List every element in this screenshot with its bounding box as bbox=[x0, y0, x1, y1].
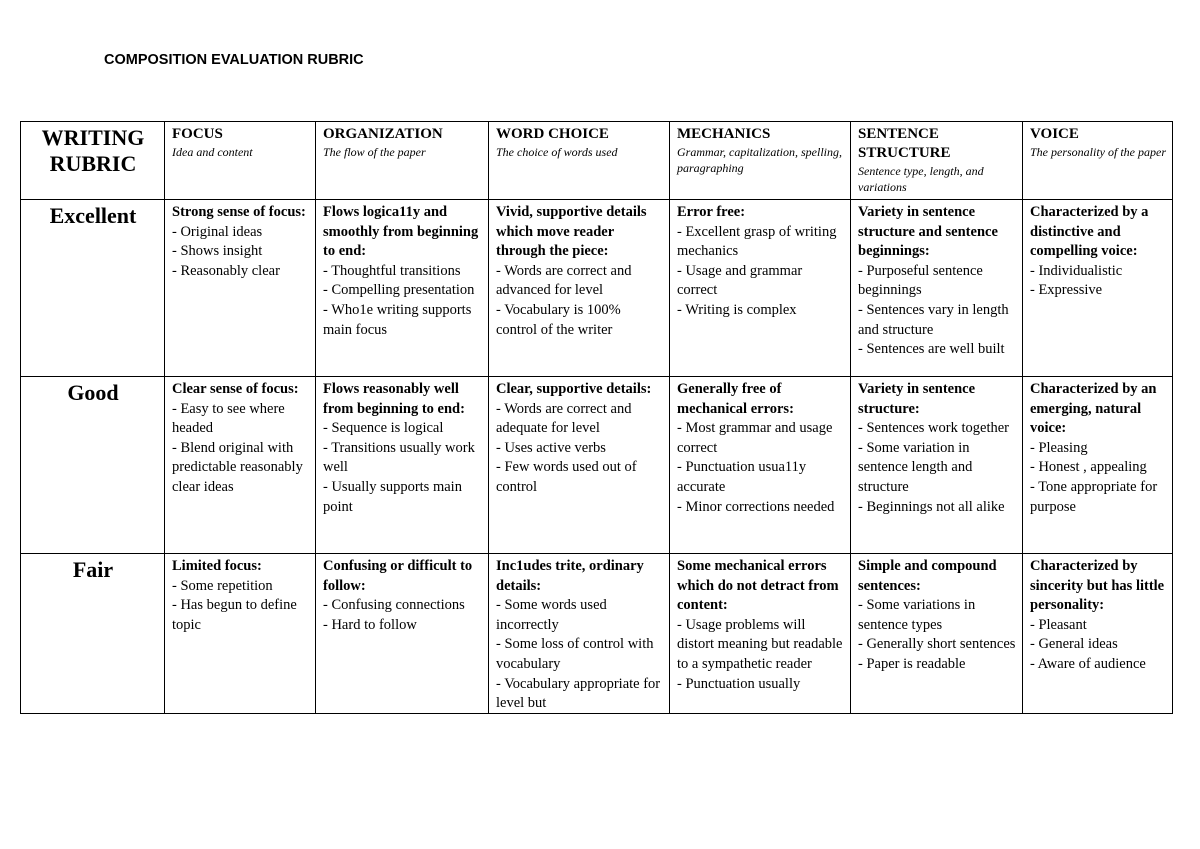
corner-line-2: RUBRIC bbox=[49, 151, 137, 176]
criterion-heading: Inc1udes trite, ordinary details: bbox=[496, 558, 644, 594]
criterion-item: - Words are correct and adequate for level bbox=[496, 400, 632, 437]
criterion-heading: Flows logica11y and smoothly from beginning to end: bbox=[323, 204, 479, 260]
criterion-item: - Sentences are well built bbox=[858, 341, 1005, 358]
criterion-item: - Some repetition bbox=[172, 577, 273, 594]
rubric-cell-focus bbox=[165, 554, 316, 714]
corner-line-1: WRITING bbox=[41, 125, 145, 150]
criterion-heading: Clear sense of focus: bbox=[172, 381, 299, 397]
rubric-cell-organization bbox=[316, 377, 489, 554]
cell-content bbox=[858, 557, 1016, 675]
criterion-item: - Vocabulary is 100% control of the writer bbox=[496, 301, 621, 338]
column-header-sentence-structure bbox=[851, 122, 1023, 200]
criterion-item: - Usage and grammar correct bbox=[677, 262, 803, 299]
criterion-item: - Some variation in sentence length and structure bbox=[858, 439, 973, 495]
criterion-heading: Flows reasonably well from beginning to end: bbox=[323, 381, 465, 417]
criterion-item: - Usually supports main point bbox=[323, 478, 462, 515]
rubric-row-excellent bbox=[21, 200, 1173, 377]
criterion-heading: Confusing or difficult to follow: bbox=[323, 558, 473, 594]
level-label: Excellent bbox=[21, 200, 165, 377]
column-subtitle: The personality of the paper bbox=[1030, 145, 1166, 159]
criterion-item: - Sentences vary in length and structure bbox=[858, 301, 1009, 338]
criterion-item: - Few words used out of control bbox=[496, 459, 637, 495]
criterion-heading: Limited focus: bbox=[172, 558, 262, 574]
criterion-heading: Characterized by a distinctive and compelling voice: bbox=[1030, 204, 1149, 260]
criterion-item: - Honest , appealing bbox=[1030, 459, 1147, 476]
criterion-heading: Strong sense of focus: bbox=[172, 204, 306, 220]
criterion-item: - Beginnings not all alike bbox=[858, 498, 1005, 515]
column-header-focus bbox=[165, 122, 316, 200]
criterion-item: - Generally short sentences bbox=[858, 636, 1016, 653]
rubric-cell-mechanics bbox=[670, 377, 851, 554]
rubric-cell-sentence-structure bbox=[851, 554, 1023, 714]
criterion-heading: Characterized by an emerging, natural voice: bbox=[1030, 381, 1157, 437]
criterion-item: - Reasonably clear bbox=[172, 262, 280, 279]
rubric-cell-voice bbox=[1023, 377, 1173, 554]
criterion-heading: Simple and compound sentences: bbox=[858, 558, 997, 594]
criterion-item: - Minor corrections needed bbox=[677, 498, 835, 515]
cell-content bbox=[496, 203, 663, 340]
column-title: SENTENCE STRUCTURE bbox=[858, 126, 951, 161]
criterion-item: - Shows insight bbox=[172, 243, 263, 260]
criterion-item: - Thoughtful transitions bbox=[323, 262, 461, 279]
criterion-item: - Uses active verbs bbox=[496, 439, 606, 456]
criterion-item: - Most grammar and usage correct bbox=[677, 420, 833, 456]
criterion-item: - Hard to follow bbox=[323, 616, 417, 633]
rubric-cell-word-choice bbox=[489, 200, 670, 377]
column-header-voice bbox=[1023, 122, 1173, 200]
criterion-heading: Characterized by sincerity but has little personality: bbox=[1030, 558, 1165, 614]
level-label: Fair bbox=[21, 554, 165, 714]
criterion-item: - Pleasant bbox=[1030, 616, 1087, 633]
cell-content bbox=[172, 203, 309, 281]
cell-content bbox=[496, 557, 663, 713]
criterion-item: - Some variations in sentence types bbox=[858, 597, 976, 633]
column-title: MECHANICS bbox=[677, 126, 771, 142]
criterion-item: - Words are correct and advanced for level bbox=[496, 262, 632, 299]
cell-content bbox=[1030, 557, 1166, 675]
cell-content bbox=[323, 557, 482, 635]
criterion-heading: Variety in sentence structure and sentence beginnings: bbox=[858, 204, 998, 260]
criterion-item: - Has begun to define topic bbox=[172, 597, 297, 633]
criterion-item: - Easy to see where headed bbox=[172, 400, 285, 437]
criterion-item: - Usage problems will distort meaning but readable to a sympathetic reader bbox=[677, 616, 843, 672]
column-subtitle: Idea and content bbox=[172, 145, 253, 159]
criterion-item: - Individualistic bbox=[1030, 262, 1123, 279]
cell-content bbox=[496, 380, 663, 498]
criterion-item: - Compelling presentation bbox=[323, 282, 475, 299]
criterion-heading: Generally free of mechanical errors: bbox=[677, 381, 794, 417]
column-title: VOICE bbox=[1030, 126, 1079, 142]
criterion-item: - Vocabulary appropriate for level but bbox=[496, 675, 661, 712]
cell-content bbox=[1030, 203, 1166, 301]
rubric-cell-word-choice bbox=[489, 554, 670, 714]
rubric-cell-organization bbox=[316, 200, 489, 377]
rubric-cell-sentence-structure bbox=[851, 377, 1023, 554]
cell-content bbox=[858, 380, 1016, 517]
criterion-item: - Paper is readable bbox=[858, 655, 966, 672]
cell-content bbox=[677, 380, 844, 517]
criterion-item: - Confusing connections bbox=[323, 597, 465, 614]
column-header-mechanics bbox=[670, 122, 851, 200]
criterion-item: - Tone appropriate for purpose bbox=[1030, 478, 1158, 515]
rubric-cell-word-choice bbox=[489, 377, 670, 554]
cell-content bbox=[677, 557, 844, 694]
criterion-heading: Vivid, supportive details which move reader through the piece: bbox=[496, 204, 647, 260]
rubric-table bbox=[20, 121, 1173, 714]
criterion-item: - Original ideas bbox=[172, 223, 263, 240]
column-header-organization bbox=[316, 122, 489, 200]
criterion-item: - Punctuation usually bbox=[677, 675, 801, 692]
criterion-item: - General ideas bbox=[1030, 636, 1118, 653]
cell-content bbox=[858, 203, 1016, 360]
column-header-word-choice bbox=[489, 122, 670, 200]
criterion-item: - Sentences work together bbox=[858, 420, 1009, 437]
rubric-cell-sentence-structure bbox=[851, 200, 1023, 377]
column-title: WORD CHOICE bbox=[496, 126, 609, 142]
rubric-cell-voice bbox=[1023, 554, 1173, 714]
column-title: FOCUS bbox=[172, 126, 223, 142]
criterion-item: - Transitions usually work well bbox=[323, 439, 475, 476]
criterion-item: - Some loss of control with vocabulary bbox=[496, 636, 654, 672]
criterion-item: - Aware of audience bbox=[1030, 655, 1146, 672]
column-title: ORGANIZATION bbox=[323, 126, 443, 142]
criterion-item: - Who1e writing supports main focus bbox=[323, 301, 472, 338]
criterion-item: - Punctuation usua11y accurate bbox=[677, 459, 807, 495]
criterion-item: - Some words used incorrectly bbox=[496, 597, 607, 633]
criterion-item: - Blend original with predictable reasonably clear ideas bbox=[172, 439, 303, 495]
column-subtitle: Grammar, capitalization, spelling, paragraphing bbox=[677, 145, 843, 175]
cell-content bbox=[323, 203, 482, 340]
column-subtitle: Sentence type, length, and variations bbox=[858, 164, 984, 194]
header-row bbox=[21, 122, 1173, 200]
criterion-item: - Expressive bbox=[1030, 282, 1103, 299]
criterion-heading: Clear, supportive details: bbox=[496, 381, 652, 397]
rubric-row-fair bbox=[21, 554, 1173, 714]
criterion-heading: Some mechanical errors which do not detract from content: bbox=[677, 558, 839, 614]
rubric-cell-mechanics bbox=[670, 200, 851, 377]
rubric-row-good bbox=[21, 377, 1173, 554]
column-subtitle: The choice of words used bbox=[496, 145, 618, 159]
criterion-item: - Writing is complex bbox=[677, 301, 797, 318]
criterion-heading: Variety in sentence structure: bbox=[858, 381, 976, 417]
page-title: COMPOSITION EVALUATION RUBRIC bbox=[104, 52, 364, 68]
rubric-cell-focus bbox=[165, 377, 316, 554]
cell-content bbox=[172, 557, 309, 635]
cell-content bbox=[1030, 380, 1166, 517]
criterion-item: - Sequence is logical bbox=[323, 420, 444, 437]
cell-content bbox=[323, 380, 482, 517]
rubric-cell-focus bbox=[165, 200, 316, 377]
criterion-item: - Excellent grasp of writing mechanics bbox=[677, 223, 837, 260]
rubric-corner-label bbox=[21, 122, 165, 200]
level-label: Good bbox=[21, 377, 165, 554]
rubric-cell-mechanics bbox=[670, 554, 851, 714]
criterion-item: - Purposeful sentence beginnings bbox=[858, 262, 983, 299]
column-subtitle: The flow of the paper bbox=[323, 145, 426, 159]
criterion-heading: Error free: bbox=[677, 204, 746, 220]
cell-content bbox=[172, 380, 309, 498]
rubric-cell-voice bbox=[1023, 200, 1173, 377]
rubric-cell-organization bbox=[316, 554, 489, 714]
cell-content bbox=[677, 203, 844, 321]
criterion-item: - Pleasing bbox=[1030, 439, 1088, 456]
